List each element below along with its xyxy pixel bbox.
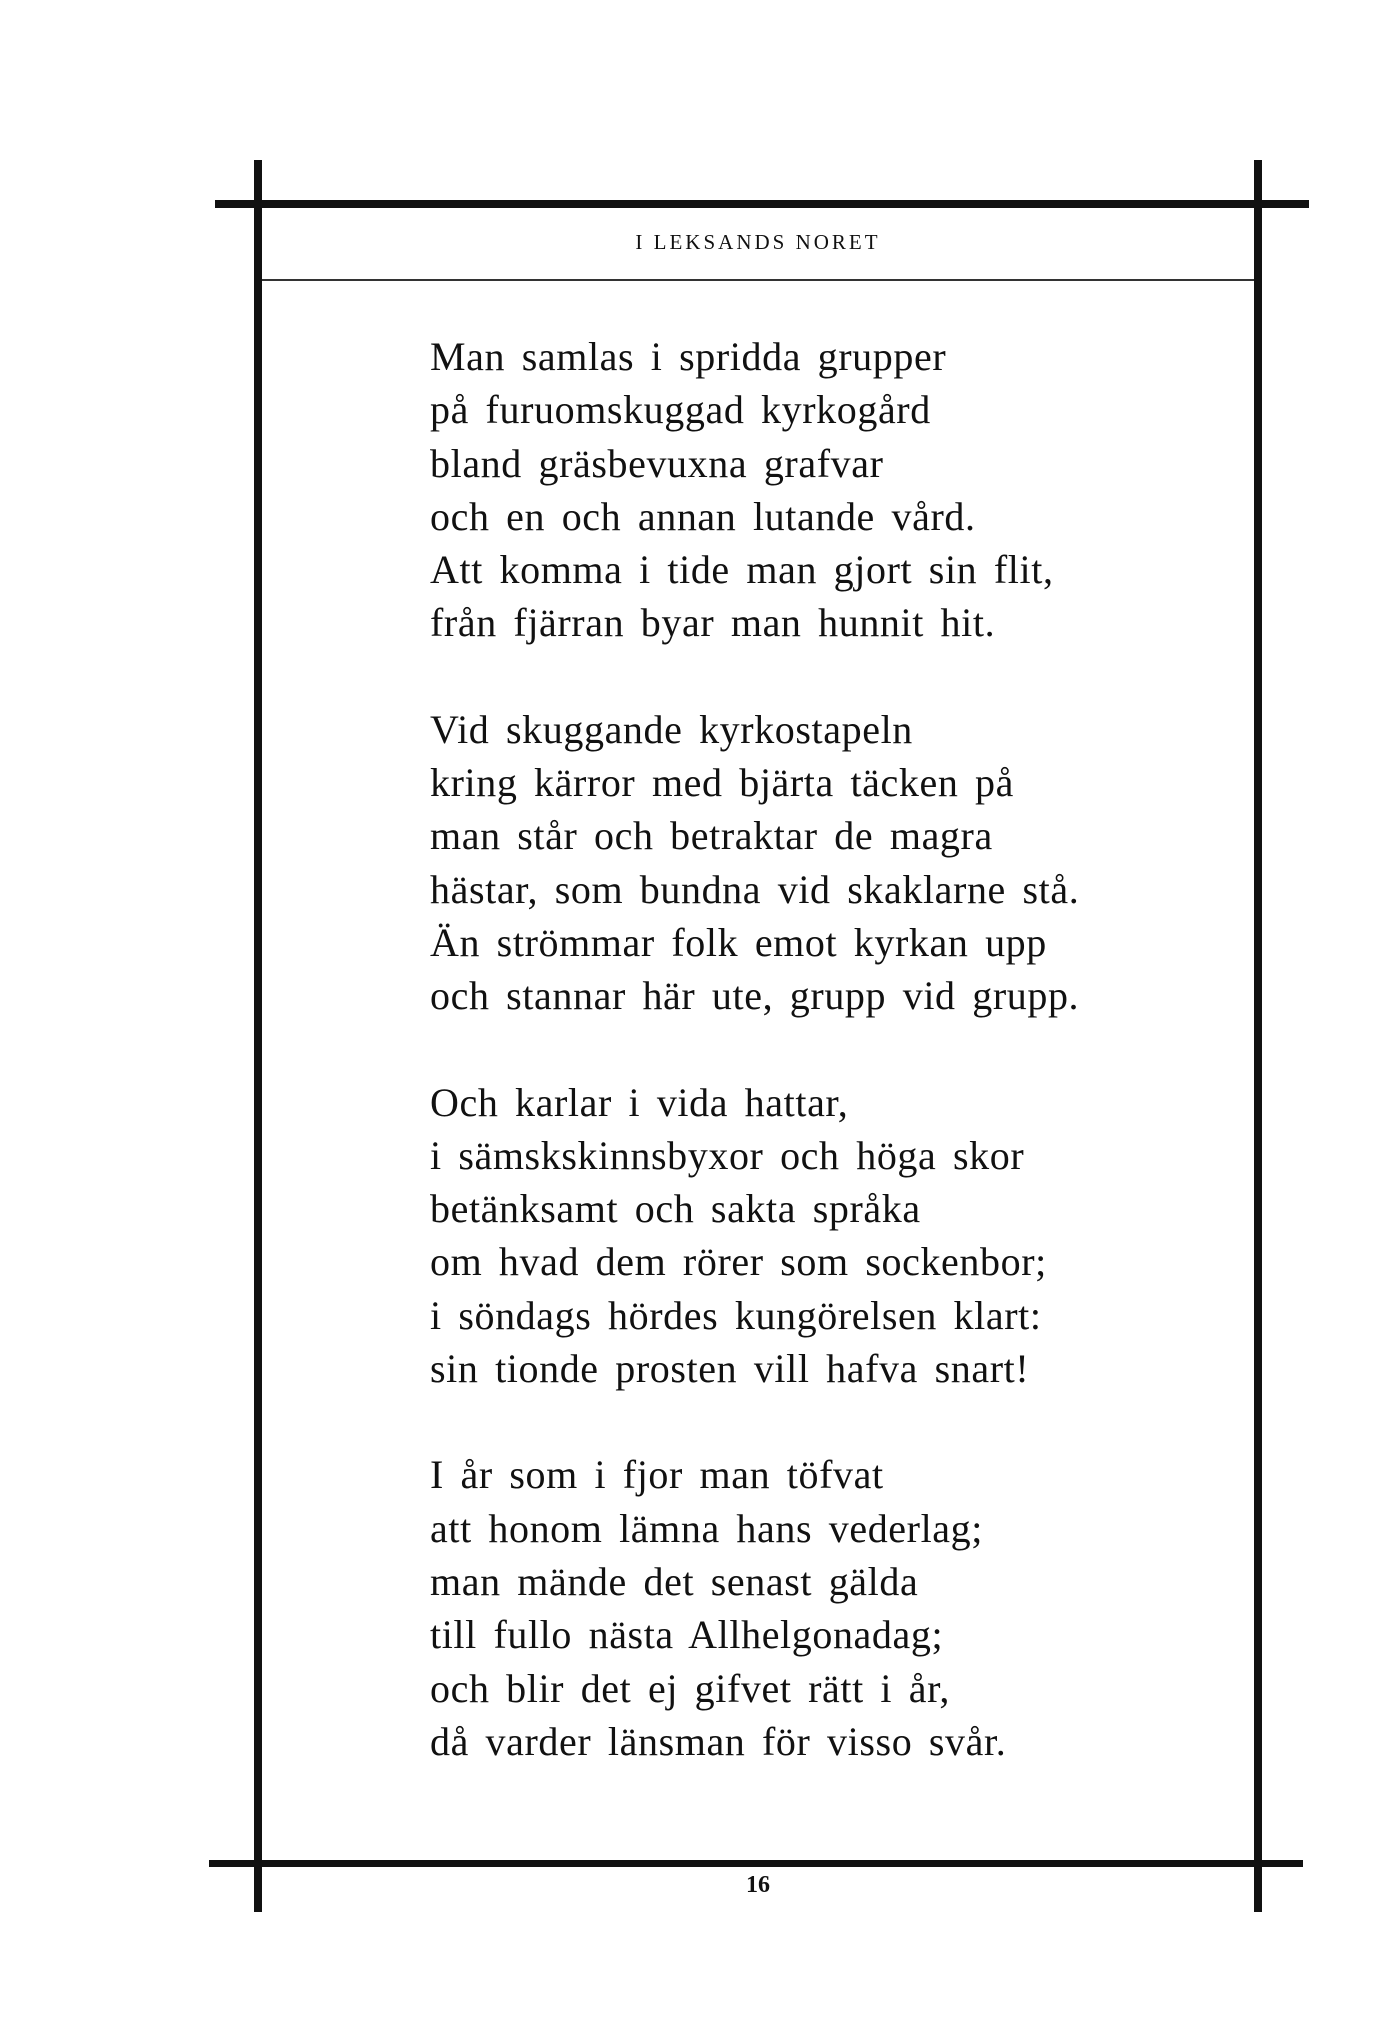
running-head: I LEKSANDS NORET <box>635 230 881 254</box>
left-frame-rule <box>254 160 262 1912</box>
poem-line: och stannar här ute, grupp vid grupp. <box>430 973 1080 1019</box>
poem-line: Vid skuggande kyrkostapeln <box>430 706 913 752</box>
poem-line: Och karlar i vida hattar, <box>430 1079 849 1125</box>
poem-line: Man samlas i spridda grupper <box>430 334 947 379</box>
poem <box>430 330 1250 1768</box>
poem-line: om hvad dem rörer som sockenbor; <box>430 1239 1047 1285</box>
stanza <box>430 330 1250 650</box>
poem-line: Än strömmar folk emot kyrkan upp <box>430 919 1047 965</box>
poem-line: till fullo nästa Allhelgonadag; <box>430 1612 944 1658</box>
stanza <box>430 1448 1250 1768</box>
poem-line: och en och annan lutande vård. <box>430 493 976 539</box>
poem-line: bland gräsbevuxna grafvar <box>430 440 884 486</box>
poem-line: hästar, som bundna vid skaklarne stå. <box>430 866 1080 912</box>
poem-line: i söndags hördes kungörelsen klart: <box>430 1292 1042 1338</box>
page-number: 16 <box>746 1872 770 1898</box>
bottom-frame-rule <box>209 1860 1303 1867</box>
poem-line: då varder länsman för visso svår. <box>430 1718 1007 1764</box>
poem-line: betänksamt och sakta språka <box>430 1186 921 1232</box>
poem-line: att honom lämna hans vederlag; <box>430 1505 983 1551</box>
header-divider <box>262 279 1254 281</box>
stanza <box>430 1076 1250 1396</box>
top-frame-rule <box>215 200 1309 208</box>
right-frame-rule <box>1254 160 1262 1912</box>
poem-line: man står och betraktar de magra <box>430 813 993 859</box>
poem-line: och blir det ej gifvet rätt i år, <box>430 1665 951 1711</box>
poem-line: sin tionde prosten vill hafva snart! <box>430 1346 1030 1392</box>
poem-line: kring kärror med bjärta täcken på <box>430 760 1014 806</box>
stanza <box>430 703 1250 1023</box>
poem-line: Att komma i tide man gjort sin flit, <box>430 547 1054 593</box>
poem-line: från fjärran byar man hunnit hit. <box>430 600 996 646</box>
poem-line: i sämskskinnsbyxor och höga skor <box>430 1132 1025 1178</box>
poem-line: man mände det senast gälda <box>430 1558 919 1604</box>
poem-line: I år som i fjor man töfvat <box>430 1452 884 1498</box>
poem-line: på furuomskuggad kyrkogård <box>430 387 931 433</box>
